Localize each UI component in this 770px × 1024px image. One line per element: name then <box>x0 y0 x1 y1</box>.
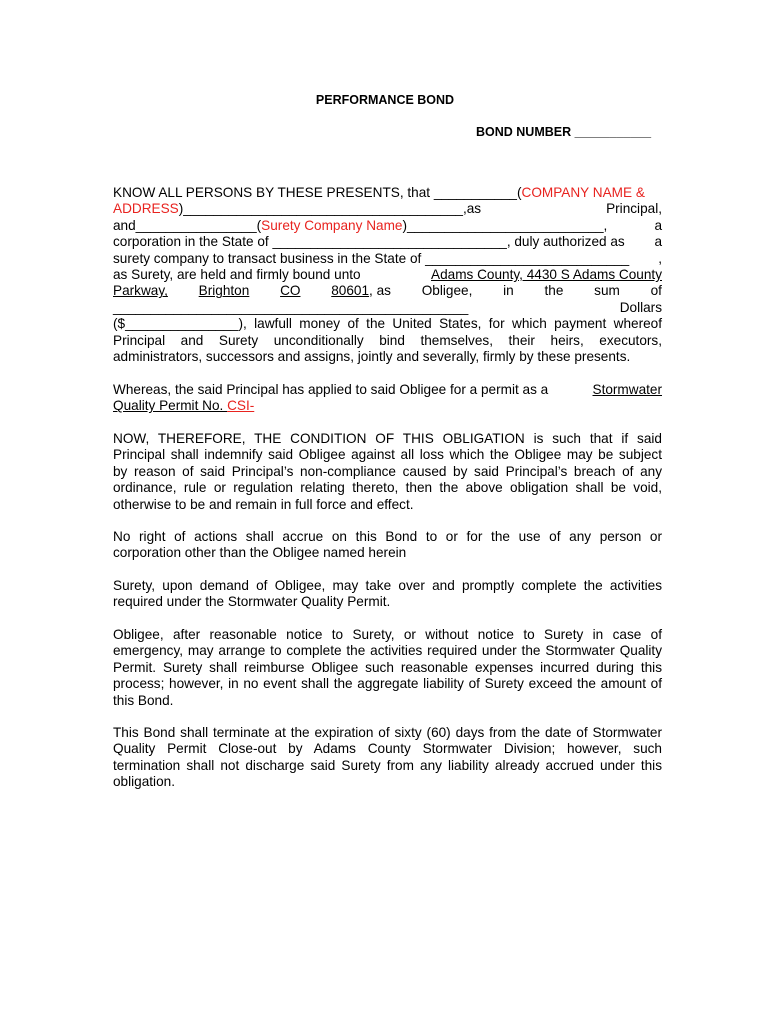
company-name-placeholder: COMPANY NAME & <box>521 185 645 200</box>
p2-line-1: Whereas, the said Principal has applied to said Obligee for a permit as a Stormwater <box>113 382 662 397</box>
p1-line-11: administrators, successors and assigns, jointly and severally, firmly by these presents. <box>113 349 631 365</box>
document-title: PERFORMANCE BOND <box>315 93 455 107</box>
p1-line-1: KNOW ALL PERSONS BY THESE PRESENTS, that ___________(COMPANY NAME & <box>113 185 645 200</box>
surety-company-name-placeholder: Surety Company Name <box>261 217 403 233</box>
permit-number-placeholder: CSI- <box>227 398 255 414</box>
bond-number-label: BOND NUMBER ___________ <box>476 125 652 139</box>
p2-line-2: Quality Permit No. CSI- <box>113 398 255 414</box>
paragraph-termination: This Bond shall terminate at the expiration of sixty (60) days from the date of Stormwater Quality Permit Close-out by Adams County Stormwater Division; however, such termination shall not discharge said Surety from any liability already accrued under this obligation. <box>113 725 662 790</box>
p1-line-7: Parkway, Brighton CO 80601, as Obligee, in the sum of <box>113 283 662 299</box>
p1-line-5: surety company to transact business in the State of ___________________________ , <box>113 250 662 266</box>
paragraph-surety-demand: Surety, upon demand of Obligee, may take over and promptly complete the activities required under the Stormwater Quality Permit. <box>113 578 662 610</box>
paragraph-obligee-notice: Obligee, after reasonable notice to Surety, or without notice to Surety in case of emergency, may arrange to complete the activities required under the Stormwater Quality Permit. Surety shall reimburse Obligee such reasonable expenses incurred during this process; however, in no event shall the aggregate liability of Surety exceed the amount of this Bond. <box>113 627 662 708</box>
paragraph-whereas <box>113 382 662 415</box>
p1-line-10: Principal and Surety unconditionally bind themselves, their heirs, executors, <box>113 332 662 348</box>
p1-line-3: and________________(Surety Company Name)__________________________, a <box>113 217 662 233</box>
obligee-address: Adams County, 4430 S Adams County <box>431 267 662 283</box>
paragraph-condition: NOW, THEREFORE, THE CONDITION OF THIS OBLIGATION is such that if said Principal shall indemnify said Obligee against all loss which the Obligee may be subject by reason of said Principal’s non-compliance caused by said Principal’s breach of any ordinance, rule or regulation relating thereto, then the above obligation shall be void, otherwise to be and remain in full force and effect. <box>113 431 662 512</box>
paragraph-no-right: No right of actions shall accrue on this Bond to or for the use of any person or corporation other than the Obligee named herein <box>113 529 662 561</box>
p1-line-2: ADDRESS)_____________________________________,as Principal, <box>113 201 662 217</box>
p1-line-8: _______________________________________________ Dollars <box>113 299 662 315</box>
p1-line-9: ($_______________), lawfull money of the United States, for which payment whereof <box>113 316 662 332</box>
paragraph-know-all-persons <box>113 185 662 365</box>
p1-line-6: as Surety, are held and firmly bound unto Adams County, 4430 S Adams County <box>113 267 662 283</box>
address-placeholder: ADDRESS <box>113 201 179 217</box>
p1-line-4: corporation in the State of _______________________________, duly authorized as a <box>113 234 662 250</box>
